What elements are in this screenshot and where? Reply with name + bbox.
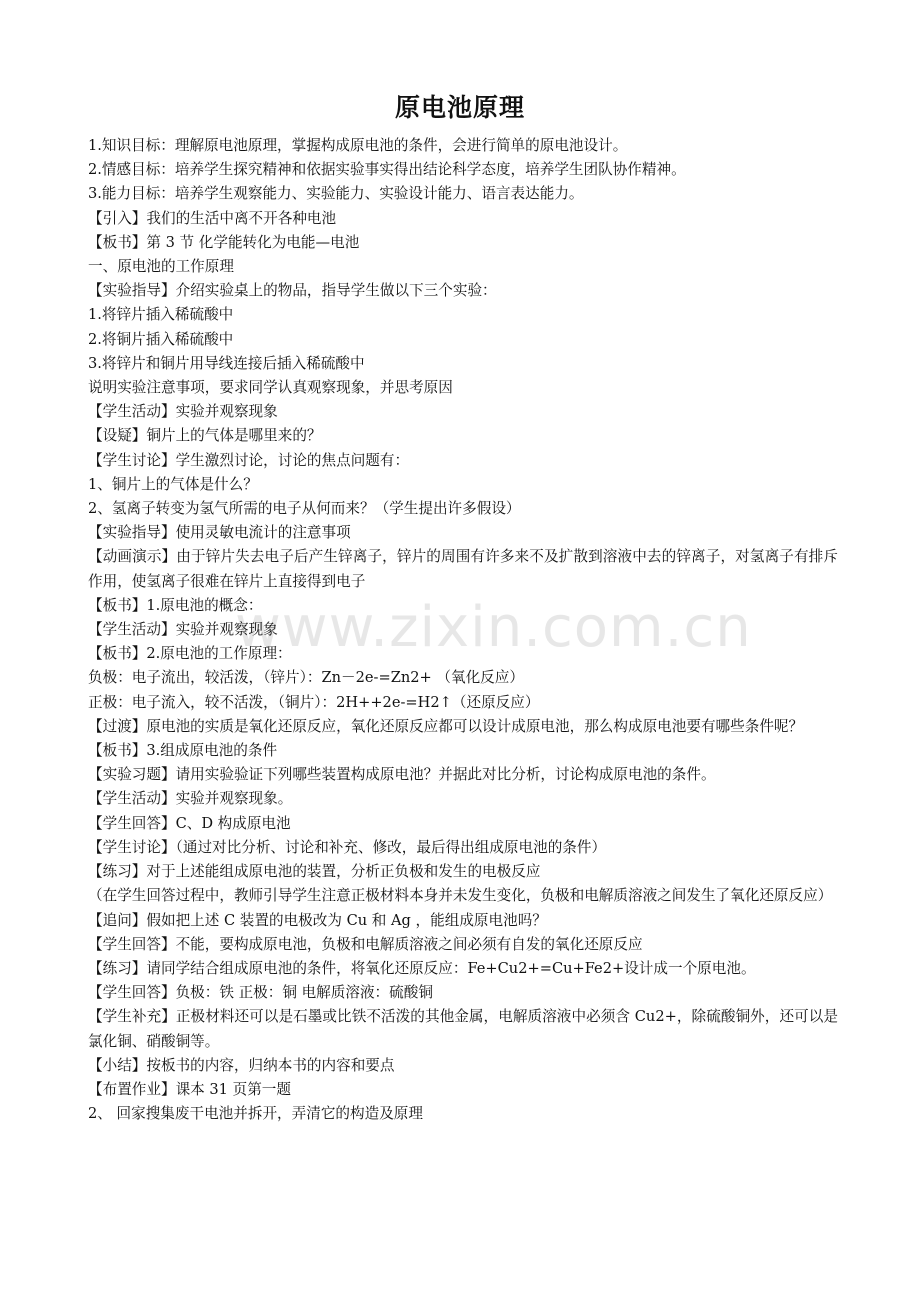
text-line: 【小结】按板书的内容，归纳本书的内容和要点	[88, 1056, 395, 1074]
text-line: 2、氢离子转变为氢气所需的电子从何而来？（学生提出许多假设）	[88, 500, 521, 518]
text-line: 负极：电子流出，较活泼，（锌片）：Zn－2e-=Zn2+ （氧化反应）	[88, 669, 524, 687]
page-title: 原电池原理	[394, 93, 525, 122]
text-paragraph: 【学生补充】正极材料还可以是石墨或比铁不活泼的其他金属，电解质溶液中必须含 Cu2+，除硫酸铜外，还可以是氯化铜、硝酸铜等。	[88, 1008, 838, 1050]
text-line: 【学生活动】实验并观察现象。	[88, 790, 293, 808]
text-line: 1.知识目标：理解原电池原理，掌握构成原电池的条件，会进行简单的原电池设计。	[88, 137, 628, 154]
text-line: 【布置作业】课本 31 页第一题	[88, 1080, 291, 1098]
text-line: 【板书】3.组成原电池的条件	[88, 742, 278, 760]
text-line: 【学生回答】C、D 构成原电池	[88, 814, 291, 832]
text-line: 一、原电池的工作原理	[88, 258, 234, 276]
text-line: 【学生活动】实验并观察现象	[88, 403, 278, 421]
text-line: 【实验习题】请用实验验证下列哪些装置构成原电池？并据此对比分析，讨论构成原电池的条件。	[88, 766, 716, 784]
text-line: 【学生活动】实验并观察现象	[88, 621, 278, 639]
text-line: 【学生讨论】学生激烈讨论，讨论的焦点问题有：	[88, 451, 410, 469]
text-line: 【板书】第 3 节 化学能转化为电能—电池	[88, 233, 360, 251]
text-line: 【引入】我们的生活中离不开各种电池	[88, 209, 337, 227]
text-line: 1、铜片上的气体是什么？	[88, 475, 258, 493]
text-line: 【设疑】铜片上的气体是哪里来的？	[88, 427, 322, 445]
text-line: 正极：电子流入，较不活泼，（铜片）：2H++2e-=H2↑（还原反应）	[88, 693, 540, 711]
text-paragraph: （在学生回答过程中，教师引导学生注意正极材料本身并未发生变化，负极和电解质溶液之间发生了氧化还原反应）	[88, 887, 833, 905]
watermark: www.zixin.com.cn	[235, 595, 752, 660]
text-line: 【练习】对于上述能组成原电池的装置，分析正负极和发生的电极反应	[88, 863, 541, 881]
text-line: 【学生讨论】（通过对比分析、讨论和补充、修改，最后得出组成原电池的条件）	[88, 838, 607, 856]
text-line: 说明实验注意事项，要求同学认真观察现象，并思考原因	[88, 379, 453, 397]
text-line: 2.情感目标：培养学生探究精神和依据实验事实得出结论科学态度，培养学生团队协作精神。	[88, 161, 686, 179]
text-line: 3.将锌片和铜片用导线连接后插入稀硫酸中	[88, 354, 365, 372]
text-line: 【追问】假如把上述 C 装置的电极改为 Cu 和 Ag ，能组成原电池吗？	[88, 911, 547, 929]
text-paragraph: 【过渡】原电池的实质是氧化还原反应，氧化还原反应都可以设计成原电池，那么构成原电池要有哪些条件呢？	[88, 717, 804, 735]
text-line: 【学生回答】负极：铁 正极：铜 电解质溶液：硫酸铜	[88, 984, 433, 1002]
text-line: 【练习】请同学结合组成原电池的条件，将氧化还原反应：Fe+Cu2+=Cu+Fe2+设计成一个原电池。	[88, 959, 756, 977]
document-body	[88, 134, 838, 1126]
text-line: 【板书】1.原电池的概念：	[88, 596, 263, 614]
text-line: 【实验指导】介绍实验桌上的物品，指导学生做以下三个实验：	[88, 282, 497, 300]
text-line: 3.能力目标：培养学生观察能力、实验能力、实验设计能力、语言表达能力。	[88, 185, 584, 203]
text-line: 【学生回答】不能，要构成原电池，负极和电解质溶液之间必须有自发的氧化还原反应	[88, 935, 643, 953]
text-line: 【实验指导】使用灵敏电流计的注意事项	[88, 524, 351, 542]
text-paragraph: 【动画演示】由于锌片失去电子后产生锌离子，锌片的周围有许多来不及扩散到溶液中去的锌离子，对氢离子有排斥作用，使氢离子很难在锌片上直接得到电子	[88, 548, 838, 590]
text-line: 【板书】2.原电池的工作原理：	[88, 645, 292, 663]
text-line: 2.将铜片插入稀硫酸中	[88, 330, 234, 348]
text-line: 2、 回家搜集废干电池并拆开，弄清它的构造及原理	[88, 1105, 423, 1123]
text-line: 1.将锌片插入稀硫酸中	[88, 306, 234, 324]
